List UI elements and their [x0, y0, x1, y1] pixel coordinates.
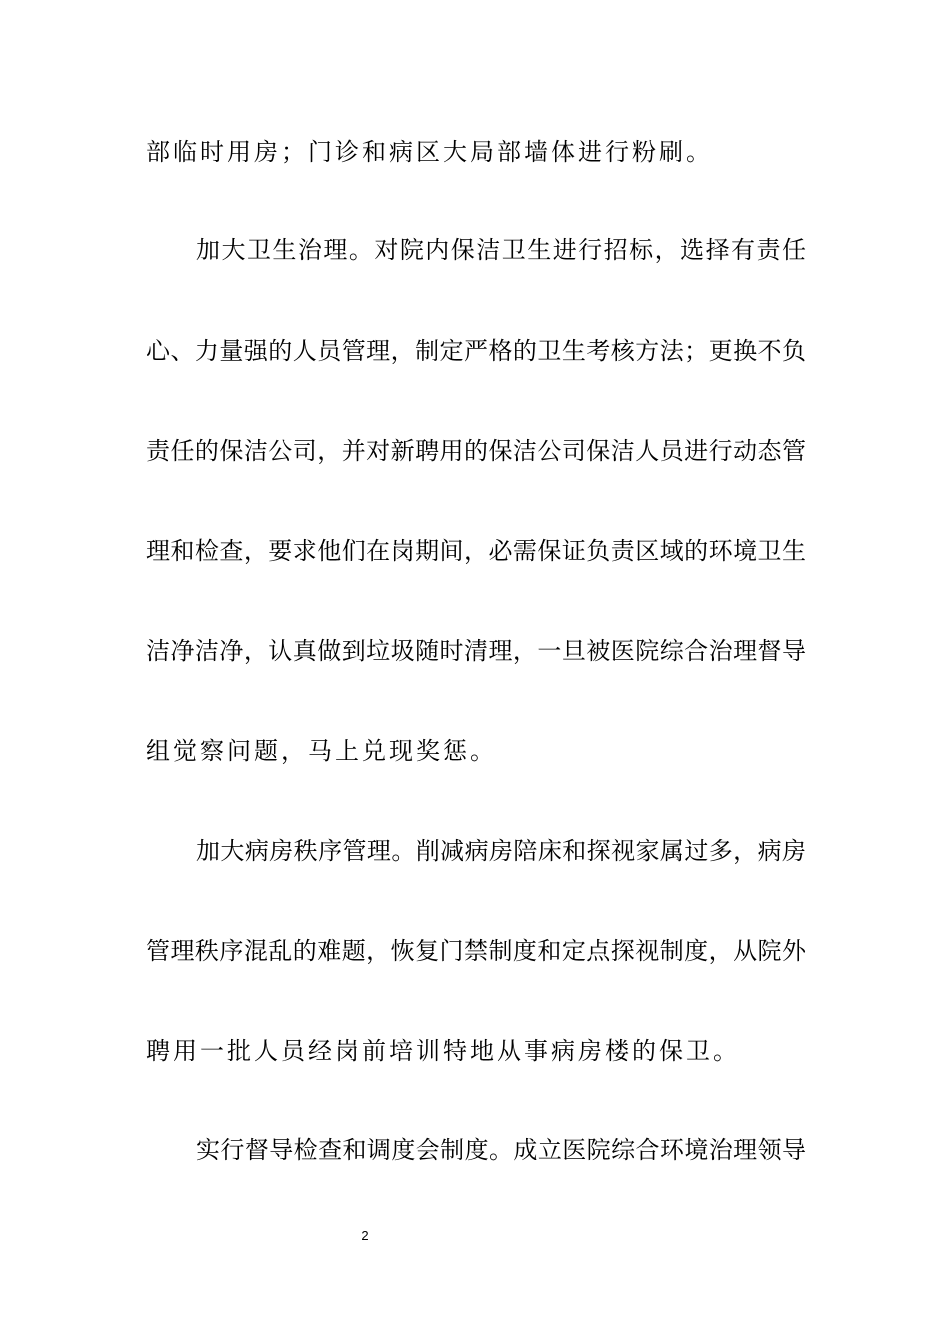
text-line: 洁净洁净，认真做到垃圾随时清理，一旦被医院综合治理督导: [146, 637, 806, 665]
paragraph-first-line: 实行督导检查和调度会制度。成立医院综合环境治理领导: [196, 1136, 806, 1164]
paragraph-first-line: 加大卫生治理。对院内保洁卫生进行招标，选择有责任: [196, 236, 806, 264]
page-number: 2: [361, 1228, 369, 1243]
paragraph-first-line: 加大病房秩序管理。削减病房陪床和探视家属过多，病房: [196, 837, 806, 865]
text-line: 聘用一批人员经岗前培训特地从事病房楼的保卫。: [146, 1037, 740, 1065]
text-line: 心、力量强的人员管理，制定严格的卫生考核方法；更换不负: [146, 337, 806, 365]
text-line: 部临时用房；门诊和病区大局部墙体进行粉刷。: [146, 138, 713, 166]
text-line: 理和检查，要求他们在岗期间，必需保证负责区域的环境卫生: [146, 537, 806, 565]
text-line: 责任的保洁公司，并对新聘用的保洁公司保洁人员进行动态管: [146, 437, 806, 465]
text-line: 管理秩序混乱的难题，恢复门禁制度和定点探视制度，从院外: [146, 937, 806, 965]
text-line: 组觉察问题，马上兑现奖惩。: [146, 737, 497, 765]
